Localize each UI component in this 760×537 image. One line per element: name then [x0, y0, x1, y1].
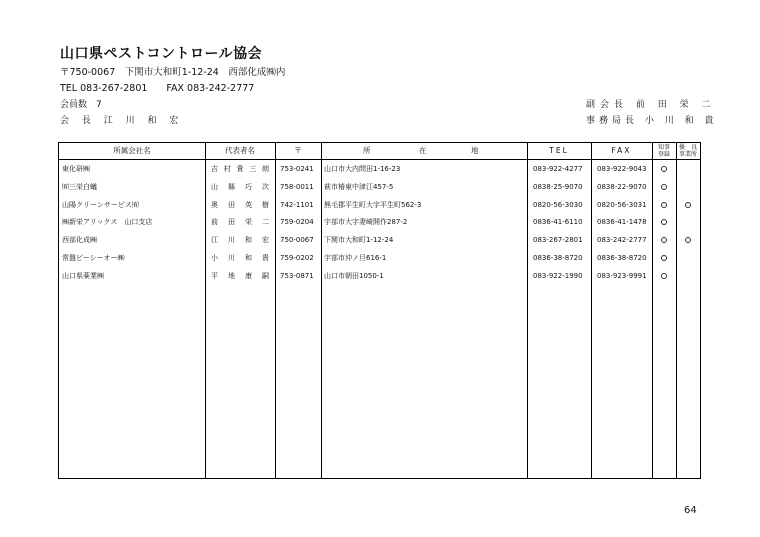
representative-char: 貴: [262, 254, 269, 262]
cell-excellent-business: [676, 198, 700, 213]
cell-tel: 083-922-4277: [533, 165, 583, 173]
cell-address: 下関市大和町1-12-24: [324, 236, 394, 245]
cell-tel: 0820-56-3030: [533, 200, 583, 209]
representative-char: 三: [249, 165, 257, 173]
page-number: 64: [684, 505, 697, 516]
header-postal: 〒: [294, 146, 302, 155]
cell-fax: 0836-38-8720: [597, 254, 647, 262]
cell-address: 宇部市大字妻崎開作287-2: [324, 218, 408, 227]
representative-char: 平: [211, 271, 218, 280]
president: 会 長 江 川 和 宏: [60, 116, 184, 126]
table-row: [59, 269, 700, 284]
cell-tel: 083-267-2801: [533, 236, 583, 245]
circle-mark-icon: [661, 255, 667, 261]
cell-representative: [211, 215, 269, 230]
cell-excellent-business: [676, 162, 700, 177]
table-row: [59, 180, 700, 195]
header-address-part: 所: [363, 146, 371, 155]
cell-address: 山口市大内問田1-16-23: [324, 165, 401, 173]
circle-mark-icon: [661, 184, 667, 190]
header-fax: FAX: [611, 146, 632, 155]
cell-tel: 083-922-1990: [533, 271, 583, 280]
cell-postal: 759-0204: [280, 218, 314, 227]
cell-company: 山口県薬業㈱: [62, 271, 104, 280]
cell-excellent-business: [676, 215, 700, 230]
representative-char: 吉: [211, 165, 218, 173]
header-excellent-business: [676, 144, 700, 159]
cell-governor-registration: [652, 180, 676, 195]
cell-excellent-business: [676, 180, 700, 195]
header-governor-line-1: 知事: [657, 144, 670, 151]
cell-postal: 758-0011: [280, 182, 314, 191]
representative-char: 村: [223, 165, 231, 173]
representative-char: 前: [211, 218, 218, 227]
cell-postal: 742-1101: [280, 200, 314, 209]
cell-fax: 083-242-2777: [597, 236, 647, 245]
representative-char: 康: [245, 271, 252, 280]
representative-char: 田: [228, 200, 235, 209]
representative-char: 川: [228, 254, 235, 262]
header-address-part: 在: [419, 146, 427, 155]
circle-mark-icon: [661, 166, 667, 172]
representative-char: 山: [211, 182, 218, 191]
circle-mark-icon: [661, 237, 667, 243]
member-table: [58, 142, 701, 479]
circle-mark-icon: [685, 237, 691, 243]
representative-char: 奥: [211, 200, 218, 209]
cell-postal: 759-0202: [280, 254, 314, 262]
table-row: [59, 251, 700, 266]
circle-mark-icon: [661, 219, 667, 225]
representative-char: 貴: [236, 165, 244, 173]
representative-char: 縣: [228, 182, 235, 191]
circle-mark-icon: [685, 202, 691, 208]
cell-postal: 753-0241: [280, 165, 314, 173]
association-title: 山口県ペストコントロール協会: [60, 46, 263, 62]
cell-tel: 0838-25-9070: [533, 182, 583, 191]
circle-mark-icon: [661, 202, 667, 208]
cell-postal: 750-0067: [280, 236, 314, 245]
representative-char: 和: [245, 236, 252, 245]
table-row: [59, 215, 700, 230]
cell-representative: [211, 198, 269, 213]
association-address: 〒750-0067 下関市大和町1-12-24 西部化成㈱内: [60, 67, 286, 78]
header-address: [321, 143, 527, 159]
cell-address: 宇部市沖ノ旦616-1: [324, 254, 387, 262]
cell-company: ㈱新栄アリックス 山口支店: [62, 218, 153, 227]
cell-governor-registration: [652, 215, 676, 230]
association-tel-fax: TEL 083-267-2801 FAX 083-242-2777: [60, 83, 255, 94]
representative-char: 次: [262, 182, 269, 191]
cell-representative: [211, 233, 269, 248]
header-tel: TEL: [549, 146, 569, 155]
cell-tel: 0836-38-8720: [533, 254, 583, 262]
cell-excellent-business: [676, 251, 700, 266]
cell-tel: 0836-41-6110: [533, 218, 583, 227]
cell-governor-registration: [652, 162, 676, 177]
cell-representative: [211, 269, 269, 284]
representative-char: 小: [211, 254, 218, 262]
cell-company: 東化研㈱: [62, 165, 90, 173]
representative-char: 巧: [245, 182, 252, 191]
cell-company: 山陽クリーンサービス㈲: [62, 200, 139, 209]
representative-char: 宏: [262, 236, 269, 245]
cell-address: 萩市椿東中津江457-5: [324, 182, 394, 191]
member-count: 会員数 7: [60, 100, 102, 110]
representative-char: 樹: [262, 200, 269, 209]
header-address-part: 地: [471, 146, 479, 155]
circle-mark-icon: [661, 273, 667, 279]
representative-char: 二: [262, 218, 269, 227]
cell-fax: 083-922-9043: [597, 165, 647, 173]
cell-fax: 0836-41-1478: [597, 218, 647, 227]
cell-company: 常盤ビーシーオー㈱: [62, 254, 125, 262]
cell-governor-registration: [652, 198, 676, 213]
cell-fax: 083-923-9991: [597, 271, 647, 280]
cell-governor-registration: [652, 251, 676, 266]
representative-char: 田: [228, 218, 235, 227]
header-excellent-line-2: 事業所: [678, 151, 697, 158]
table-row: [59, 233, 700, 248]
representative-char: 江: [211, 236, 218, 245]
cell-excellent-business: [676, 233, 700, 248]
cell-postal: 753-0871: [280, 271, 314, 280]
representative-char: 英: [245, 200, 252, 209]
bureau-chief: 事務局長 小 川 和 貴: [586, 116, 718, 126]
cell-address: 熊毛郡平生町大字平生町562-3: [324, 200, 422, 209]
cell-fax: 0820-56-3031: [597, 200, 647, 209]
cell-governor-registration: [652, 233, 676, 248]
representative-char: 栄: [245, 218, 252, 227]
cell-representative: [211, 162, 269, 177]
representative-char: 川: [228, 236, 235, 245]
header-representative: 代表者名: [225, 146, 255, 155]
header-governor-line-2: 登録: [657, 151, 670, 158]
cell-governor-registration: [652, 269, 676, 284]
cell-address: 山口市朝田1050-1: [324, 271, 384, 280]
header-governor-registration: [652, 144, 676, 159]
table-row: [59, 162, 700, 177]
cell-fax: 0838-22-9070: [597, 182, 647, 191]
cell-company: ㈲三栄白蟻: [62, 182, 97, 191]
header-divider: [59, 159, 700, 160]
header-excellent-line-1: 優 良: [678, 144, 697, 151]
representative-char: 嗣: [262, 271, 269, 280]
representative-char: 地: [228, 271, 235, 280]
vice-president: 副会長 前 田 栄 二: [586, 100, 716, 110]
header-company: 所属会社名: [113, 146, 151, 155]
table-row: [59, 198, 700, 213]
cell-representative: [211, 251, 269, 266]
representative-char: 朗: [262, 165, 269, 173]
cell-representative: [211, 180, 269, 195]
cell-company: 西部化成㈱: [62, 236, 97, 245]
cell-excellent-business: [676, 269, 700, 284]
representative-char: 和: [245, 254, 252, 262]
